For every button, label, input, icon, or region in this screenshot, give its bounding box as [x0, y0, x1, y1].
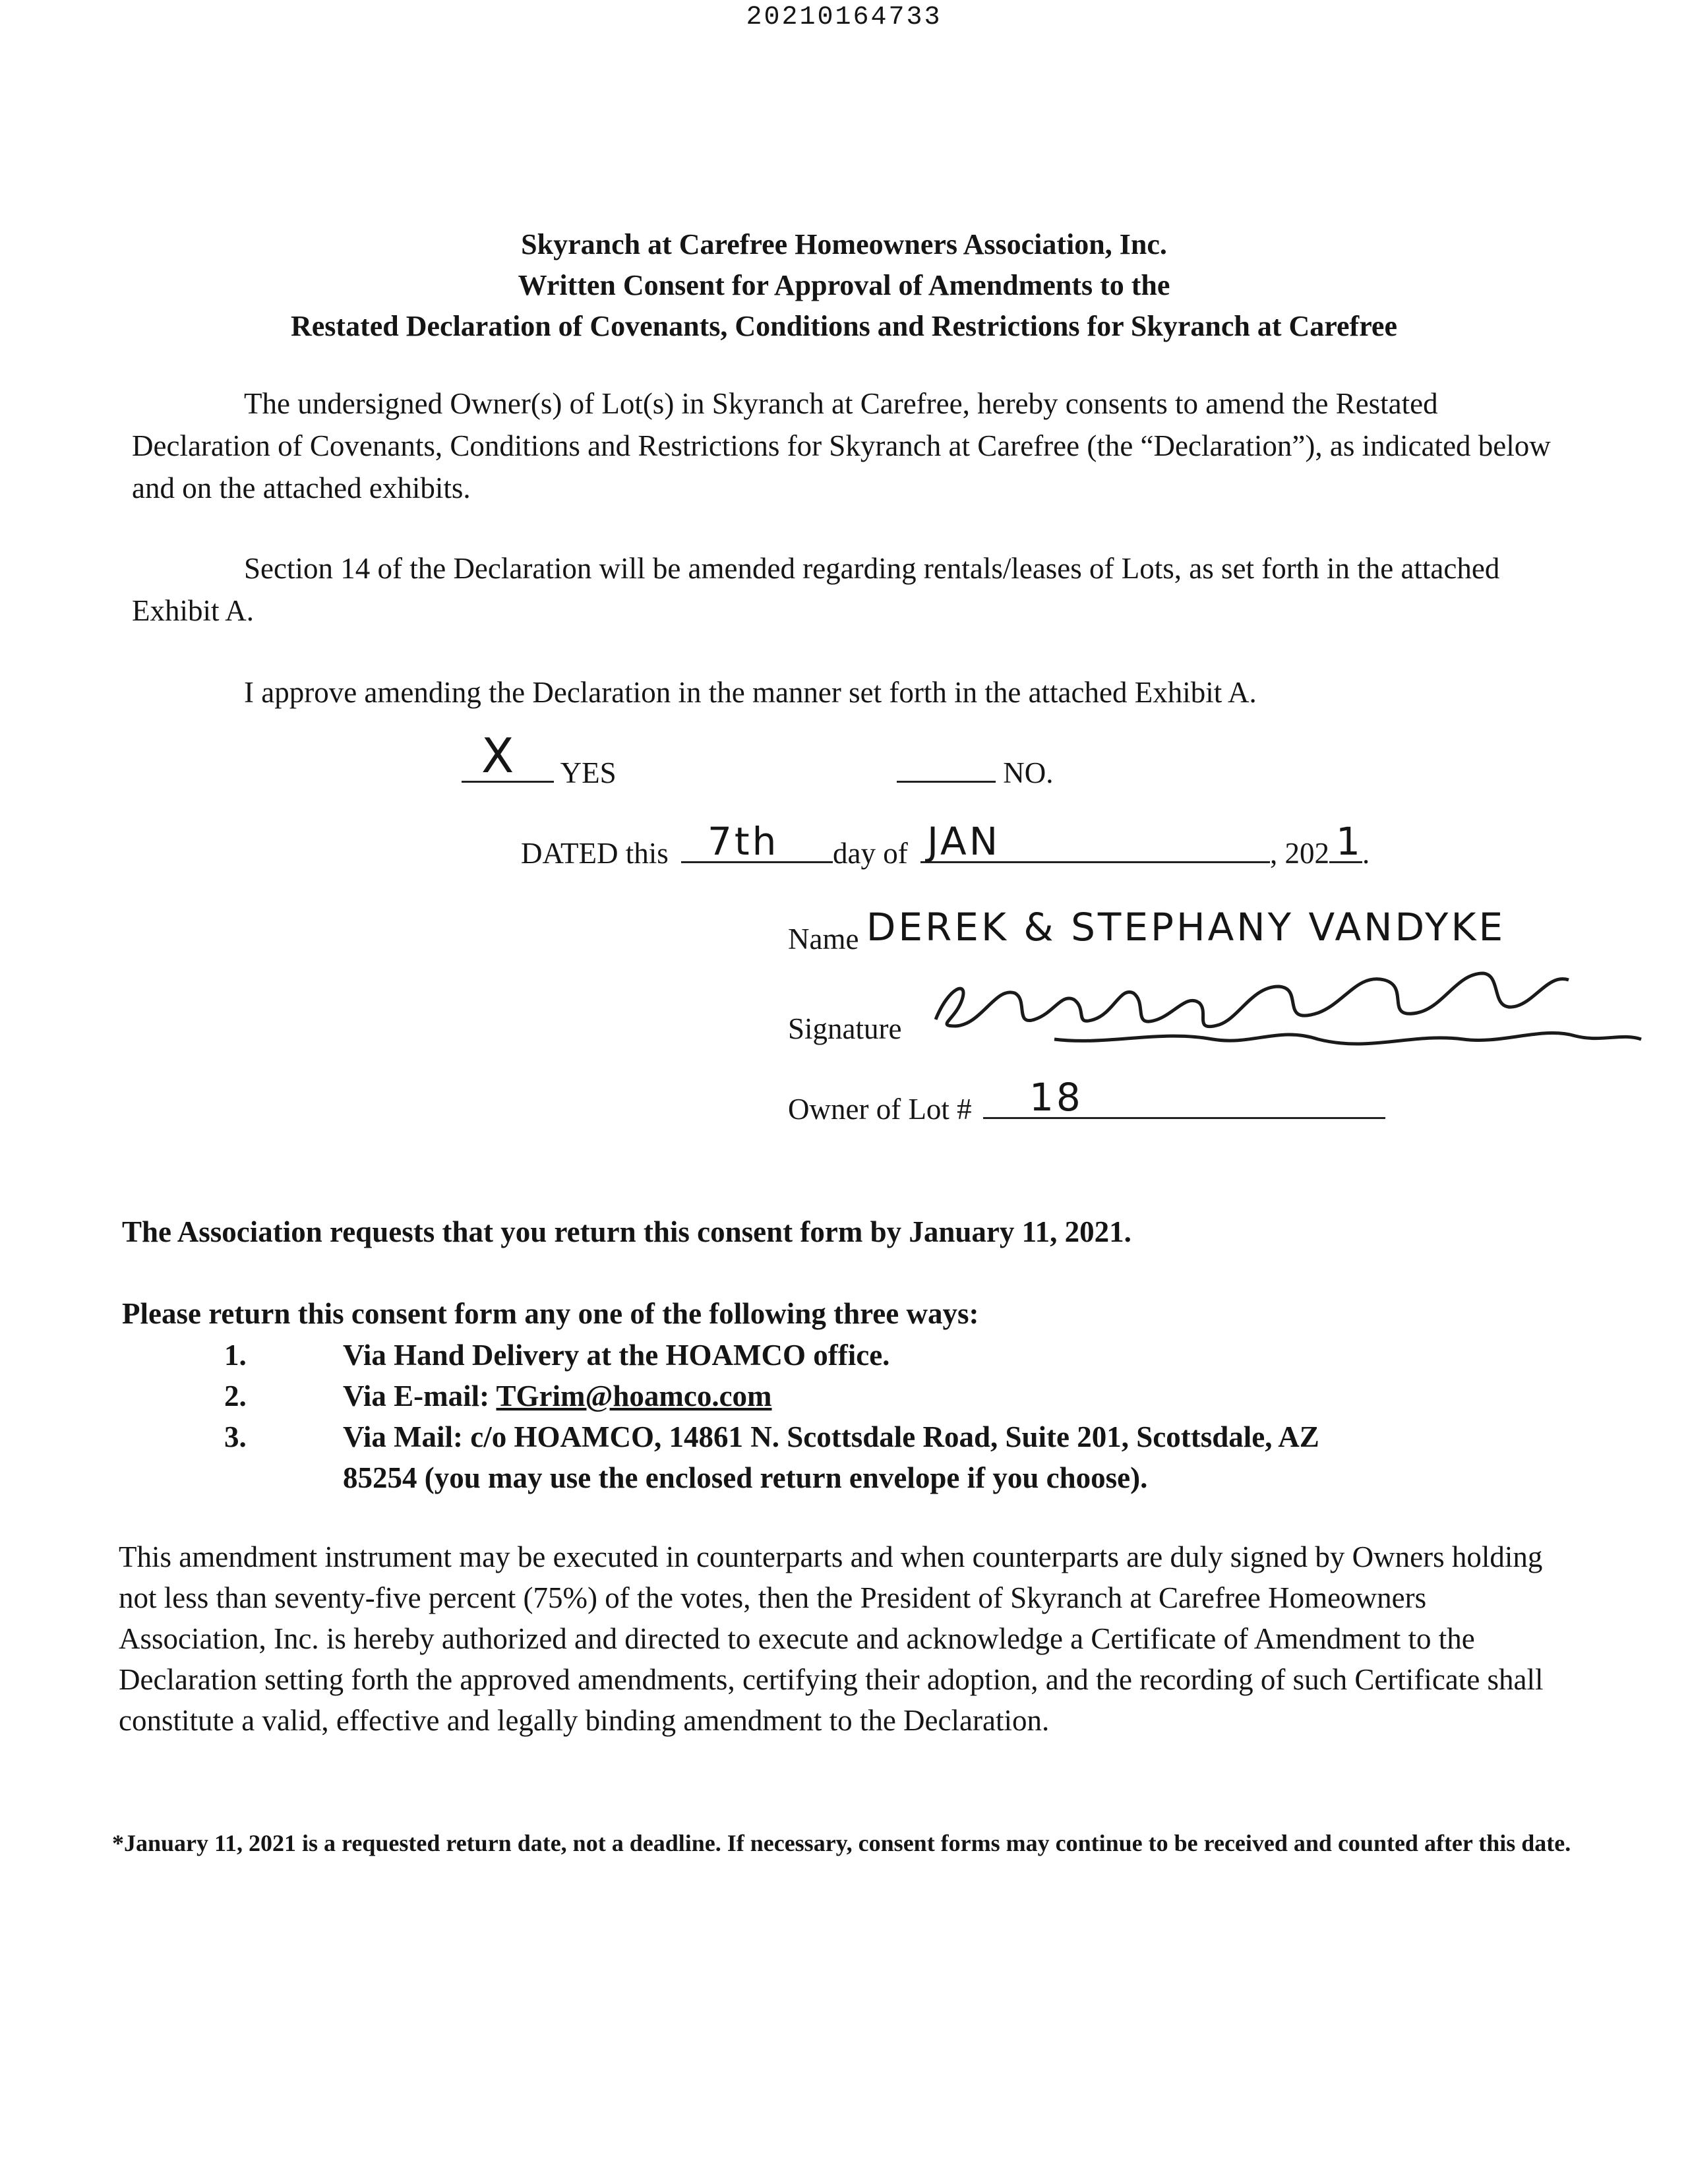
- yes-blank: [462, 728, 554, 783]
- list-item: [224, 1335, 1319, 1376]
- yes-label: YES: [560, 756, 617, 789]
- name-value: DEREK & STEPHANY VANDYKE: [866, 905, 1506, 950]
- list-item-text: Via Mail: c/o HOAMCO, 14861 N. Scottsdale Road, Suite 201, Scottsdale, AZ: [343, 1420, 1319, 1453]
- document-number: 20210164733: [746, 3, 942, 32]
- dated-line: [521, 819, 1370, 870]
- signature-field[interactable]: [909, 1008, 1635, 1039]
- day-field[interactable]: [681, 819, 833, 864]
- document-title-block: [0, 224, 1688, 347]
- month-field[interactable]: [920, 819, 1270, 864]
- handwritten-signature: [909, 947, 1648, 1059]
- section-paragraph: Section 14 of the Declaration will be amended regarding rentals/leases of Lots, as set forth in the attached Exhibit A.: [132, 552, 1500, 627]
- vote-no-option[interactable]: [897, 752, 1054, 790]
- lot-label: Owner of Lot #: [788, 1093, 972, 1126]
- return-request: The Association requests that you return this consent form by January 11, 2021.: [122, 1215, 1131, 1248]
- lot-field[interactable]: [983, 1075, 1385, 1120]
- list-item-continuation: 85254 (you may use the enclosed return envelope if you choose).: [343, 1461, 1148, 1494]
- yes-mark: X: [481, 728, 517, 783]
- month-value: JAN: [926, 819, 1001, 864]
- return-methods-list: [224, 1335, 1319, 1498]
- dated-prefix: DATED this: [521, 837, 669, 870]
- day-value: 7th: [708, 819, 779, 864]
- title-line-3: Restated Declaration of Covenants, Conditions and Restrictions for Skyranch at Carefree: [291, 310, 1397, 342]
- day-of-label: day of: [833, 837, 908, 870]
- return-methods-intro: Please return this consent form any one of the following three ways:: [122, 1297, 979, 1330]
- list-item-number: 2.: [224, 1380, 247, 1412]
- dated-end: .: [1362, 837, 1370, 870]
- list-item: [224, 1416, 1319, 1498]
- vote-yes-option[interactable]: [462, 728, 617, 790]
- list-item-number: 1.: [224, 1339, 247, 1372]
- no-label: NO.: [1003, 756, 1054, 789]
- lot-line: [788, 1075, 1385, 1126]
- intro-paragraph: The undersigned Owner(s) of Lot(s) in Skyranch at Carefree, hereby consents to amend the Restated Declaration of Covenants, Conditions and Restrictions for Skyranch at Carefree (the “Declaration”), as indicated below and on the attached exhibits.: [132, 387, 1551, 504]
- approval-statement: I approve amending the Declaration in the manner set forth in the attached Exhibit A.: [244, 676, 1257, 709]
- year-prefix: , 202: [1269, 837, 1329, 870]
- signature-label: Signature: [788, 1012, 902, 1045]
- no-blank: [897, 752, 996, 783]
- list-item-text: Via E-mail:: [343, 1380, 497, 1412]
- list-item-text: Via Hand Delivery at the HOAMCO office.: [343, 1339, 890, 1372]
- footnote: *January 11, 2021 is a requested return date, not a deadline. If necessary, consent forms may continue to be received and counted after this date.: [112, 1830, 1571, 1856]
- signature-line: [788, 1008, 1635, 1046]
- lot-value: 18: [1029, 1075, 1083, 1120]
- year-field[interactable]: [1329, 819, 1363, 864]
- email-link[interactable]: TGrim@hoamco.com: [496, 1380, 772, 1412]
- name-field[interactable]: [866, 905, 1644, 950]
- counterparts-paragraph: This amendment instrument may be executed in counterparts and when counterparts are duly signed by Owners holding not less than seventy-five percent (75%) of the votes, then the President of Skyranch at Carefree Homeowners Association, Inc. is hereby authorized and directed to execute and acknowledge a Certificate of Amendment to the Declaration setting forth the approved amendments, certifying their adoption, and the recording of such Certificate shall constitute a valid, effective and legally binding amendment to the Declaration.: [119, 1540, 1544, 1737]
- name-label: Name: [788, 923, 859, 956]
- list-item-number: 3.: [224, 1420, 247, 1453]
- year-digit: 1: [1335, 819, 1363, 864]
- title-line-2: Written Consent for Approval of Amendments to the: [518, 269, 1170, 301]
- title-line-1: Skyranch at Carefree Homeowners Association, Inc.: [521, 228, 1167, 260]
- list-item: [224, 1376, 1319, 1416]
